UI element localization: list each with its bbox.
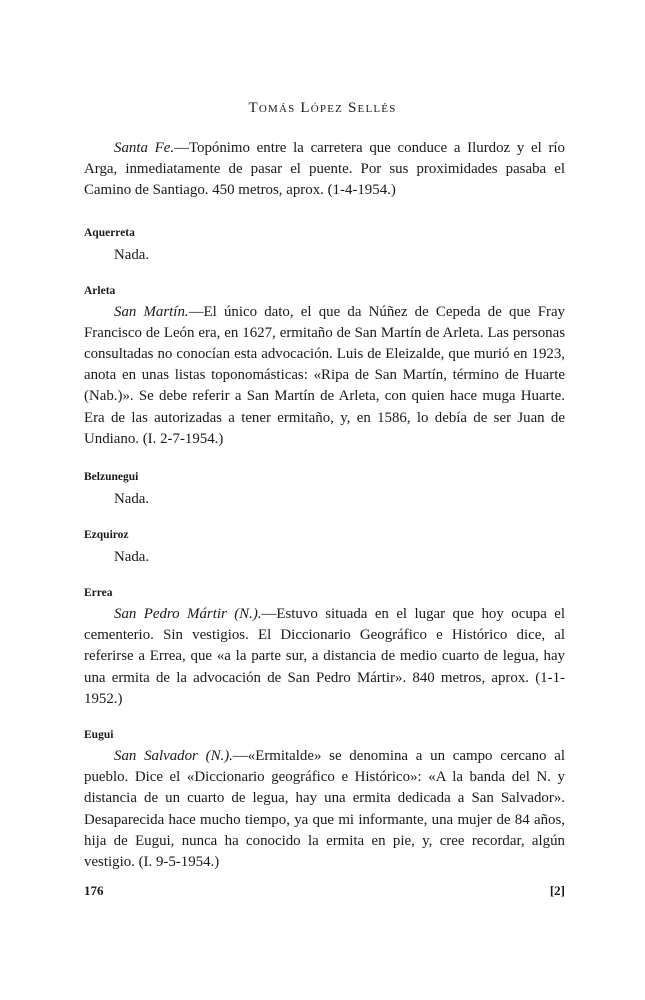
heading-arleta: Arleta <box>84 284 116 297</box>
heading-belzunegui: Belzunegui <box>84 471 139 484</box>
errea-text: —Estuvo situada en el lugar que hoy ocupa el cementerio. Sin vestigios. El Diccionario Geográfico e Histórico dice, al referirse a Errea, que «a la parte sur, a distancia de medio cuarto de legua, hay una ermita de la advocación de San Pedro Mártir». 840 metros, aprox. (1-1-1952.) <box>84 606 566 707</box>
aquerreta-text: Nada. <box>114 246 150 263</box>
page-reference: [2] <box>549 883 565 898</box>
running-head: Tomás López Sellés <box>248 100 397 116</box>
errea-paragraph <box>84 604 565 710</box>
page-body <box>84 138 565 873</box>
santa-fe-title: Santa Fe. <box>114 140 175 156</box>
arleta-paragraph <box>84 302 565 450</box>
heading-aquerreta: Aquerreta <box>84 226 135 239</box>
arleta-text: —El único dato, el que da Núñez de Cepeda de que Fray Francisco de León era, en 1627, ermitaño de San Martín de Arleta. Las personas consultadas no conocían esta advocación. Luis de Eleizalde, que murió en 1923, anota en unas listas toponomásticas: «Ripa de San Martín, término de Huarte (Nab.)». Se debe referir a San Martín de Arleta, con quien hace muga Huarte. Era de las autorizadas a tener ermitaño, y, en 1586, lo debía de ser Juan de Undiano. (I. 2-7-1954.) <box>84 303 565 447</box>
page-number: 176 <box>84 883 104 898</box>
ezquiroz-text: Nada. <box>114 549 150 566</box>
eugui-title: San Salvador (N.). <box>114 748 233 765</box>
belzunegui-text: Nada. <box>114 491 150 508</box>
eugui-text: —«Ermitalde» se denomina a un campo cercano al pueblo. Dice el «Diccionario geográfico e Histórico»: «A la banda del N. y distancia de un cuarto de legua, hay una ermita dedicada a San Salvador». Desaparecida hace mucho tiempo, ya que mi informante, una mujer de 84 años, hija de Eugui, nunca ha conocido la ermita en pie, y, cree recordar, algún vestigio. (I. 9-5-1954.) <box>84 748 565 871</box>
eugui-paragraph <box>84 746 565 873</box>
arleta-title: San Martín. <box>114 303 189 320</box>
santa-fe-text: —Topónimo entre la carretera que conduce a Ilurdoz y el río Arga, inmediatamente de pasar el puente. Por sus proximidades pasaba el Camino de Santiago. 450 metros, aprox. (1-4-1954.) <box>84 140 565 199</box>
errea-title: San Pedro Mártir (N.). <box>114 606 262 623</box>
heading-ezquiroz: Ezquiroz <box>84 529 129 542</box>
heading-errea: Errea <box>84 587 113 600</box>
santa-fe-paragraph <box>84 138 565 202</box>
heading-eugui: Eugui <box>84 729 114 742</box>
